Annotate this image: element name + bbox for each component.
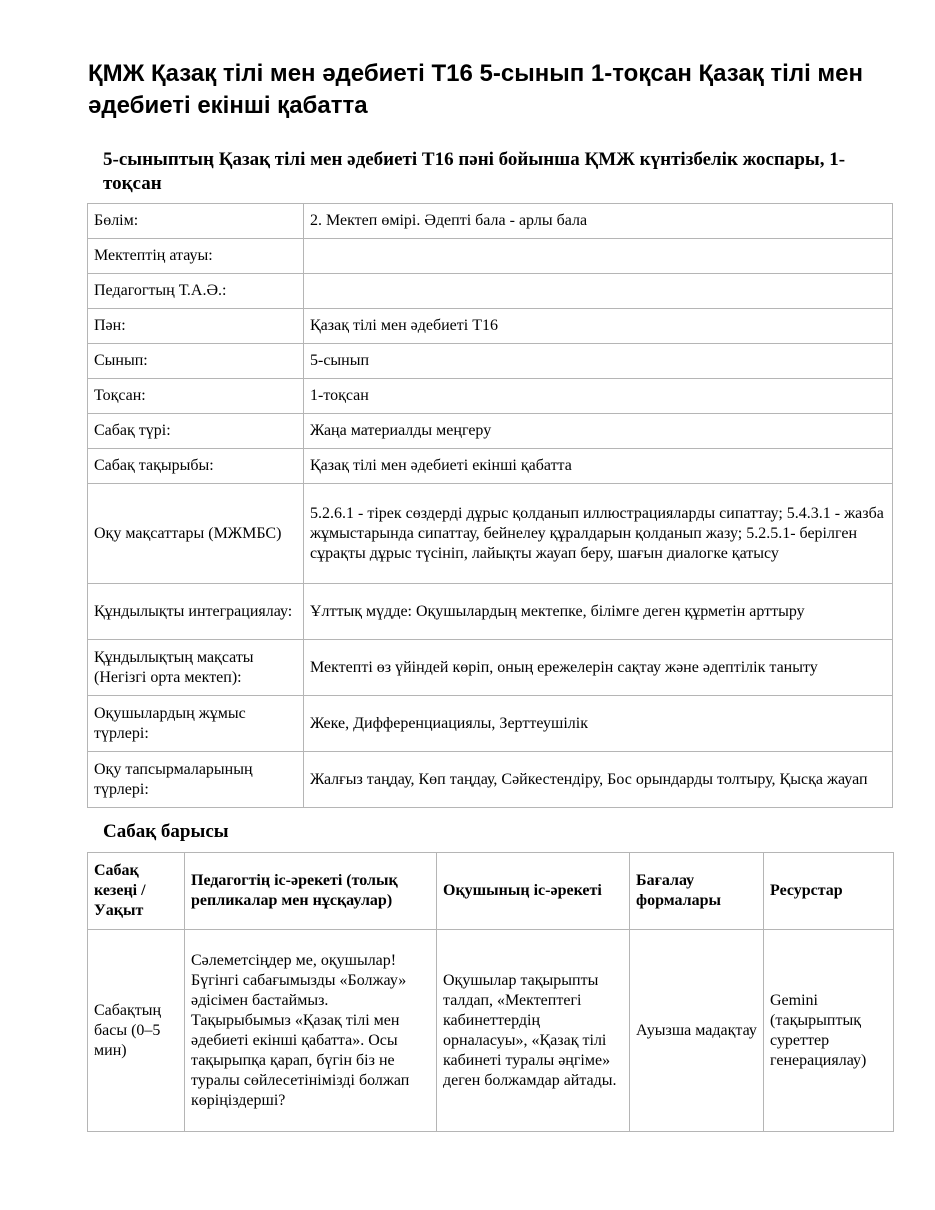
lesson-flow-table — [87, 852, 894, 1132]
info-label: Құндылықтың мақсаты (Негізгі орта мектеп): — [88, 640, 304, 696]
column-header-teacher-activity: Педагогтің іс-әрекеті (толық репликалар мен нұсқаулар) — [185, 853, 437, 930]
info-row-learning-objectives — [88, 484, 893, 584]
info-label: Сабақ түрі: — [88, 414, 304, 449]
info-value: 5.2.6.1 - тірек сөздерді дұрыс қолданып иллюстрацияларды сипаттау; 5.4.3.1 - жазба жұмыстарында сипаттау, бейнелеу құралдарын қолданып жазу; 5.2.5.1- берілген сұрақты дұрыс түсініп, лайықты жауап беру, шағын диалогке қатысу — [304, 484, 893, 584]
info-label: Оқу тапсырмаларының түрлері: — [88, 752, 304, 808]
info-row-subject — [88, 309, 893, 344]
student-activity-cell: Оқушылар тақырыпты талдап, «Мектептегі кабинеттердің орналасуы», «Қазақ тілі кабинеті туралы әңгіме» деген болжамдар айтады. — [437, 930, 630, 1132]
info-row-teacher — [88, 274, 893, 309]
info-row-task-types — [88, 752, 893, 808]
info-label: Пән: — [88, 309, 304, 344]
column-header-stage: Сабақ кезеңі / Уақыт — [88, 853, 185, 930]
info-row-lesson-type — [88, 414, 893, 449]
info-value: Қазақ тілі мен әдебиеті Т16 — [304, 309, 893, 344]
info-label: Тоқсан: — [88, 379, 304, 414]
plan-heading: 5-сыныптың Қазақ тілі мен әдебиеті Т16 пәні бойынша ҚМЖ күнтізбелік жоспары, 1-тоқсан — [103, 149, 846, 194]
info-value: Ұлттық мүдде: Оқушылардың мектепке, білімге деген құрметін арттыру — [304, 584, 893, 640]
info-row-school — [88, 239, 893, 274]
info-row-lesson-topic — [88, 449, 893, 484]
lesson-header-row — [88, 853, 894, 930]
info-label: Құндылықты интеграциялау: — [88, 584, 304, 640]
info-row-section — [88, 204, 893, 239]
info-value: Жаңа материалды меңгеру — [304, 414, 893, 449]
info-value — [304, 274, 893, 309]
info-row-grade — [88, 344, 893, 379]
info-label: Оқушылардың жұмыс түрлері: — [88, 696, 304, 752]
lesson-stage-cell: Сабақтың басы (0–5 мин) — [88, 930, 185, 1132]
info-label: Бөлім: — [88, 204, 304, 239]
info-value: 2. Мектеп өмірі. Әдепті бала - арлы бала — [304, 204, 893, 239]
assessment-cell: Ауызша мадақтау — [630, 930, 764, 1132]
column-header-student-activity: Оқушының іс-әрекеті — [437, 853, 630, 930]
info-value: Мектепті өз үйіндей көріп, оның ережелерін сақтау және әдептілік таныту — [304, 640, 893, 696]
resources-cell: Gemini (тақырыптық суреттер генерациялау) — [764, 930, 894, 1132]
info-row-work-types — [88, 696, 893, 752]
teacher-activity-cell: Сәлеметсіңдер ме, оқушылар! Бүгінгі сабағымызды «Болжау» әдісімен бастаймыз. Тақырыбымыз «Қазақ тілі мен әдебиеті екінші қабатта». Осы тақырыпқа қарап, бүгін біз не туралы сөйлесетінімізді болжап көріңіздерші? — [185, 930, 437, 1132]
lesson-row — [88, 930, 894, 1132]
info-label: Оқу мақсаттары (МЖМБС) — [88, 484, 304, 584]
info-row-quarter — [88, 379, 893, 414]
info-row-value-integration — [88, 584, 893, 640]
info-value: Жеке, Дифференциациялы, Зерттеушілік — [304, 696, 893, 752]
info-row-value-goal — [88, 640, 893, 696]
info-label: Сынып: — [88, 344, 304, 379]
column-header-resources: Ресурстар — [764, 853, 894, 930]
info-label: Педагогтың Т.А.Ә.: — [88, 274, 304, 309]
document-title: ҚМЖ Қазақ тілі мен әдебиеті Т16 5-сынып 1-тоқсан Қазақ тілі мен әдебиеті екінші қабатта — [88, 60, 864, 119]
lesson-info-table — [87, 203, 893, 808]
info-label: Мектептің атауы: — [88, 239, 304, 274]
info-value: 1-тоқсан — [304, 379, 893, 414]
info-value: Жалғыз таңдау, Көп таңдау, Сәйкестендіру, Бос орындарды толтыру, Қысқа жауап — [304, 752, 893, 808]
info-label: Сабақ тақырыбы: — [88, 449, 304, 484]
column-header-assessment: Бағалау формалары — [630, 853, 764, 930]
info-value: Қазақ тілі мен әдебиеті екінші қабатта — [304, 449, 893, 484]
info-value: 5-сынып — [304, 344, 893, 379]
lesson-flow-heading: Сабақ барысы — [103, 821, 229, 842]
info-value — [304, 239, 893, 274]
